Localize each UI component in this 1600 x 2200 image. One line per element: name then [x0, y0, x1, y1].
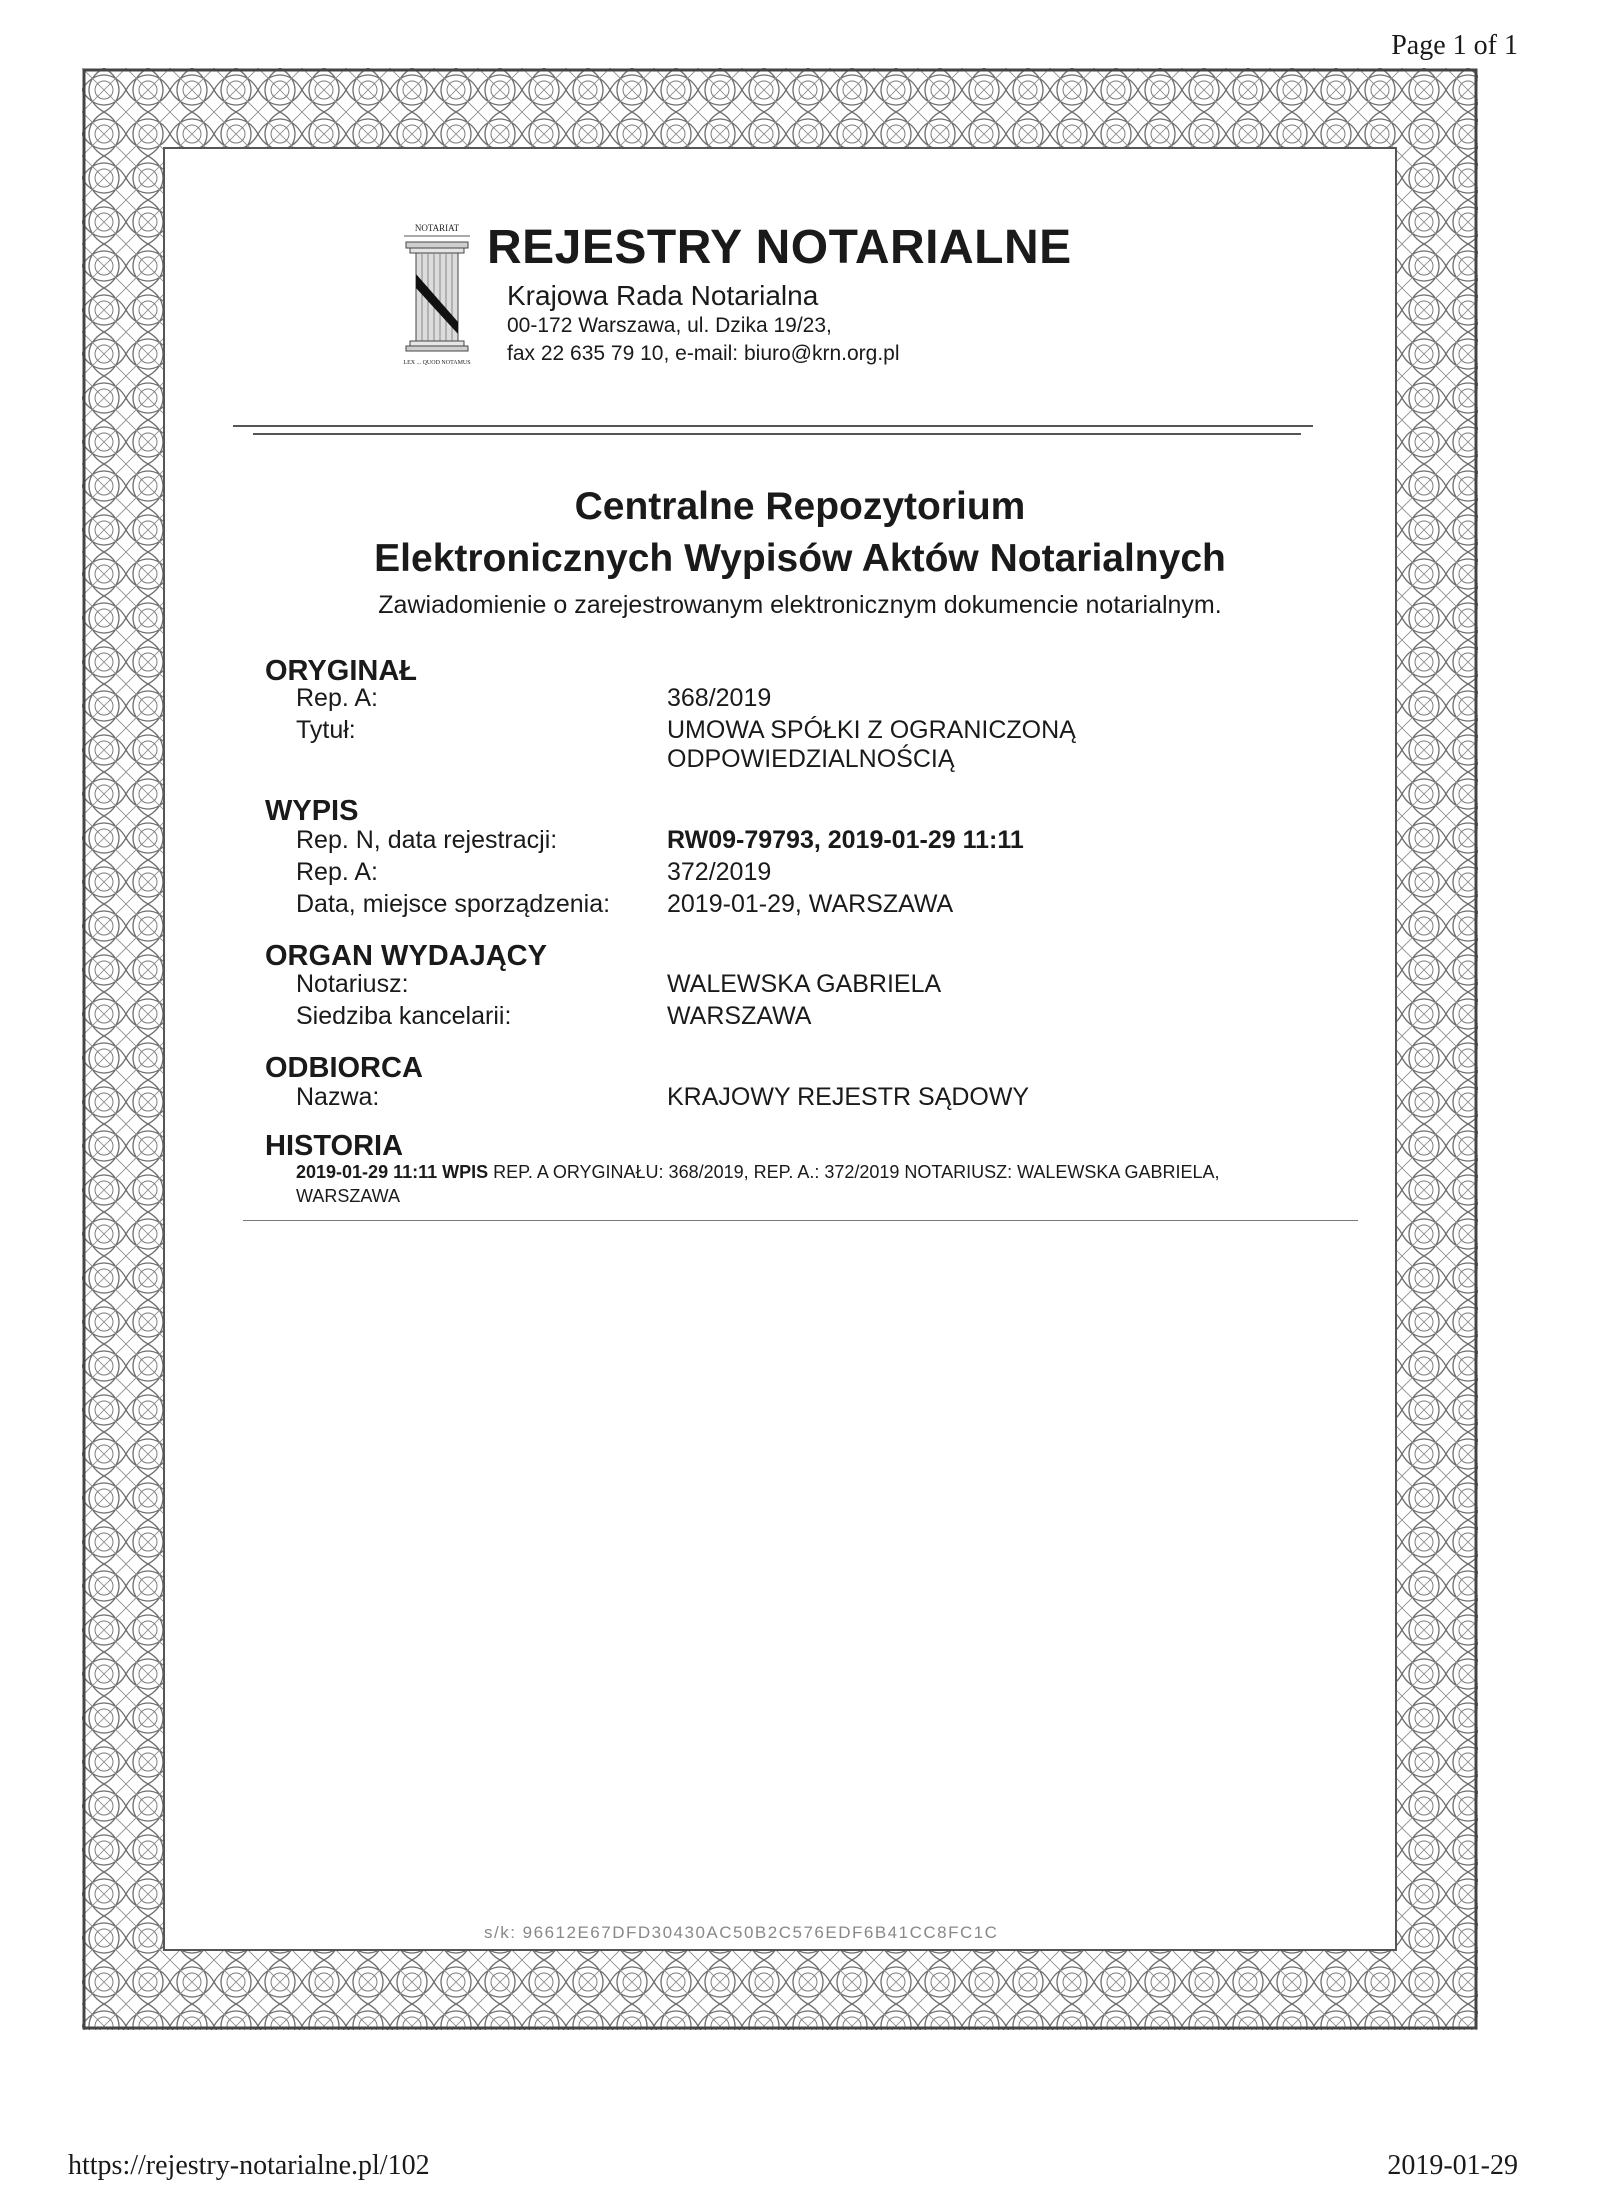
wypis-rep-a-label: Rep. A:	[296, 858, 378, 886]
history-divider	[243, 1220, 1358, 1221]
header-divider-bottom	[253, 433, 1301, 435]
notary-column-logo	[398, 222, 476, 372]
page-header: Page 1 of 1	[1391, 30, 1518, 61]
recipient-name-value: KRAJOWY REJESTR SĄDOWY	[667, 1083, 1030, 1111]
original-title-value-line1: UMOWA SPÓŁKI Z OGRANICZONĄ	[667, 716, 1076, 744]
wypis-rep-a-value: 372/2019	[667, 858, 772, 886]
wypis-rep-n-label: Rep. N, data rejestracji:	[296, 826, 558, 854]
brand-org: Krajowa Rada Notarialna	[507, 280, 819, 311]
brand-contact: fax 22 635 79 10, e-mail: biuro@krn.org.pl	[507, 342, 900, 365]
issuer-office-value: WARSZAWA	[667, 1002, 812, 1030]
wypis-rep-n-value: RW09-79793, 2019-01-29 11:11	[667, 826, 1024, 854]
original-rep-a-label: Rep. A:	[296, 684, 378, 712]
issuer-notary-label: Notariusz:	[296, 970, 409, 998]
header-divider-top	[233, 425, 1313, 427]
logo-bottom-text: LEX ... QUOD NOTAMUS	[403, 360, 471, 366]
wypis-date-place-value: 2019-01-29, WARSZAWA	[667, 890, 954, 918]
issuer-notary-value: WALEWSKA GABRIELA	[667, 970, 942, 998]
brand-title: REJESTRY NOTARIALNE	[487, 221, 1072, 274]
section-original-heading: ORYGINAŁ	[265, 655, 417, 687]
recipient-name-label: Nazwa:	[296, 1083, 380, 1111]
footer-url: https://rejestry-notarialne.pl/102	[68, 2150, 430, 2181]
original-title-label: Tytuł:	[296, 716, 356, 744]
brand-address: 00-172 Warszawa, ul. Dzika 19/23,	[507, 314, 832, 337]
footer-date: 2019-01-29	[1387, 2150, 1518, 2181]
history-entry-bold: 2019-01-29 11:11 WPIS	[296, 1162, 489, 1182]
original-title-value-line2: ODPOWIEDZIALNOŚCIĄ	[667, 745, 955, 773]
checksum: s/k: 96612E67DFD30430AC50B2C576EDF6B41CC8FC1C	[484, 1923, 999, 1942]
history-entry-text: REP. A ORYGINAŁU: 368/2019, REP. A.: 372/2019 NOTARIUSZ: WALEWSKA GABRIELA, WARSZAWA	[296, 1162, 1220, 1206]
logo-top-text: NOTARIAT	[414, 223, 460, 233]
original-rep-a-value: 368/2019	[667, 684, 772, 712]
repository-title-line2: Elektronicznych Wypisów Aktów Notarialnych	[374, 537, 1226, 580]
repository-title-line1: Centralne Repozytorium	[574, 485, 1026, 528]
section-recipient-heading: ODBIORCA	[265, 1052, 423, 1084]
history-entry	[296, 1160, 1296, 1208]
repository-subtitle: Zawiadomienie o zarejestrowanym elektronicznym dokumencie notarialnym.	[378, 591, 1222, 619]
section-issuer-heading: ORGAN WYDAJĄCY	[265, 940, 547, 972]
issuer-office-label: Siedziba kancelarii:	[296, 1002, 512, 1030]
wypis-date-place-label: Data, miejsce sporządzenia:	[296, 890, 611, 918]
section-history-heading: HISTORIA	[265, 1130, 404, 1162]
section-wypis-heading: WYPIS	[265, 795, 359, 827]
